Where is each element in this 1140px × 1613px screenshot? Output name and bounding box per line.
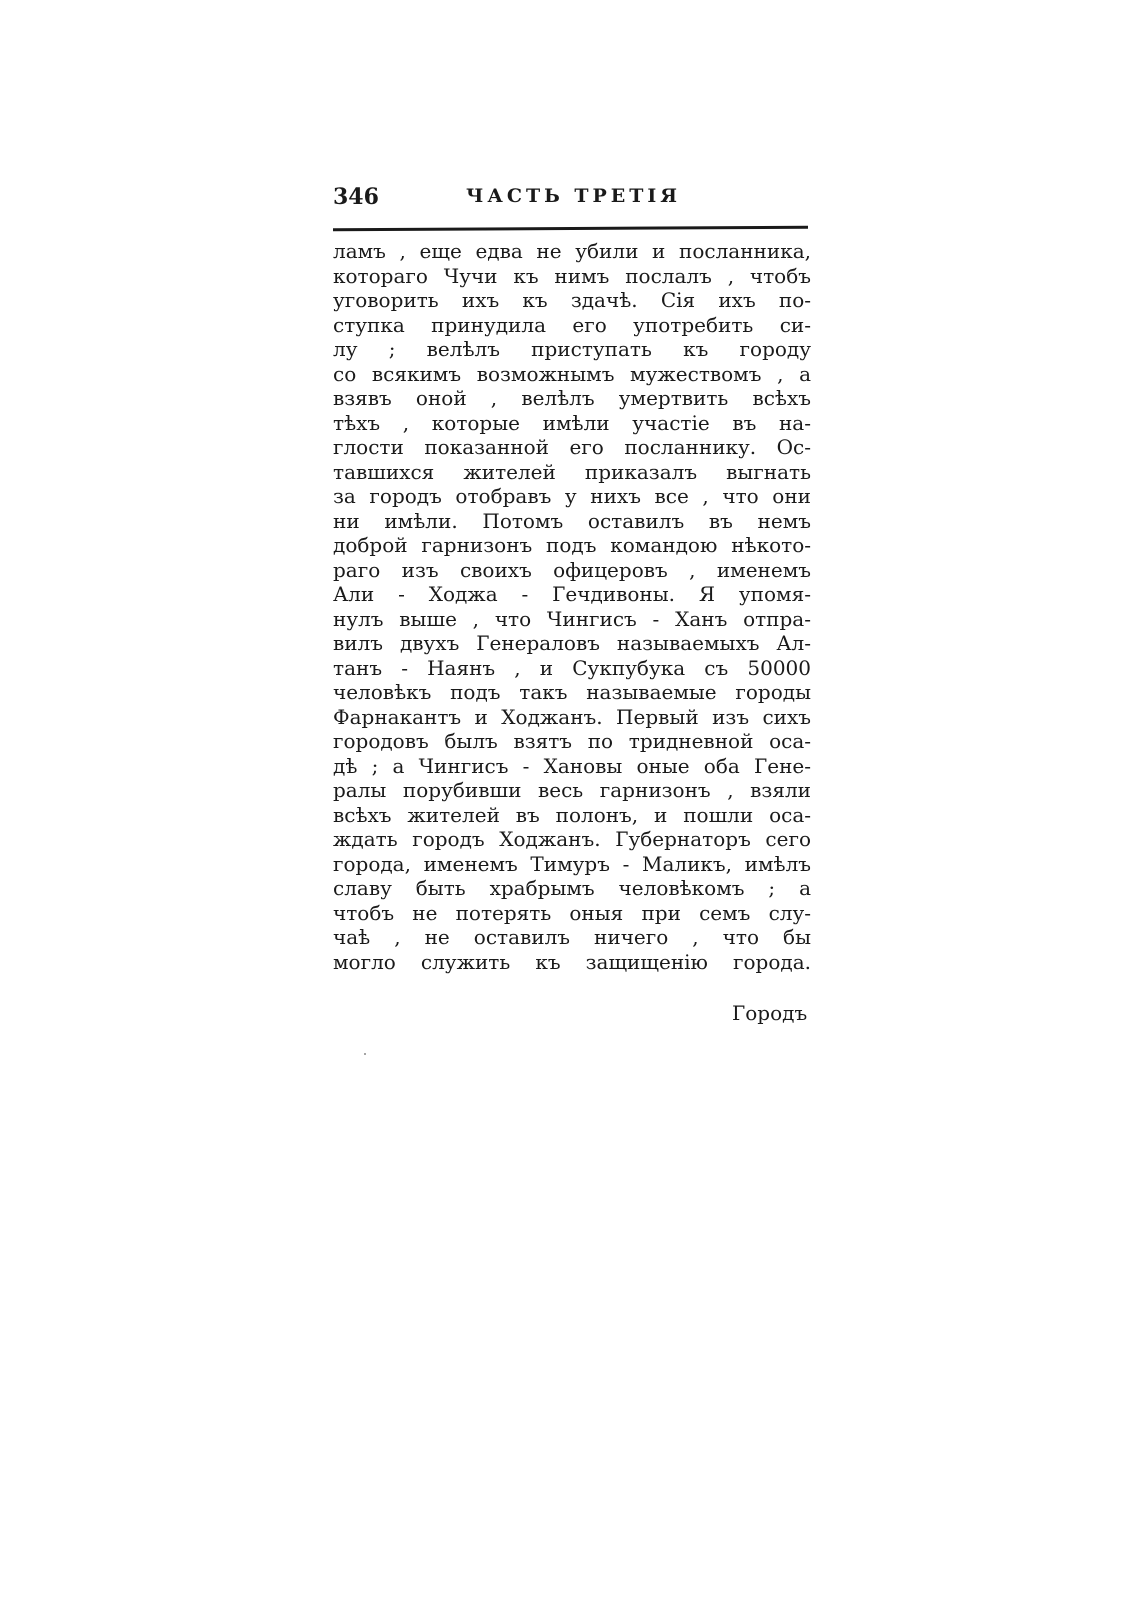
text-line: уговорить ихъ къ здачѣ. Сія ихъ по-	[333, 288, 811, 312]
text-line: могло служить къ защищенію города.	[333, 949, 811, 974]
text-line: глости показанной его посланнику. Ос-	[333, 435, 811, 459]
catchword: Городъ	[732, 1001, 808, 1025]
text-line: славу быть храбрымъ человѣкомъ ; а	[333, 876, 811, 900]
text-line: ждать городъ Ходжанъ. Губернаторъ сего	[333, 827, 811, 851]
text-line: дѣ ; а Чингисъ - Хановы оные оба Гене-	[333, 753, 811, 778]
text-line: ламъ , еще едва не убили и посланника,	[333, 239, 811, 263]
text-line: раго изъ своихъ офицеровъ , именемъ	[333, 557, 811, 582]
text-line: всѣхъ жителей въ полонъ, и пошли оса-	[333, 802, 811, 827]
text-line: тѣхъ , которые имѣли участіе въ на-	[333, 410, 811, 435]
page-header	[333, 184, 808, 214]
text-line: Али - Ходжа - Гечдивоны. Я упомя-	[333, 582, 811, 606]
text-line: Фарнакантъ и Ходжанъ. Первый изъ сихъ	[333, 704, 811, 729]
text-line: тавшихся жителей приказалъ выгнать	[333, 459, 811, 484]
text-line: лу ; велѣлъ приступать къ городу	[333, 337, 811, 361]
text-line: котораго Чучи къ нимъ послалъ , чтобъ	[333, 263, 811, 288]
text-line: чаѣ , не оставилъ ничего , что бы	[333, 925, 811, 949]
text-line: города, именемъ Тимуръ - Маликъ, имѣлъ	[333, 851, 811, 876]
text-line: чтобъ не потерять оныя при семъ слу-	[333, 900, 811, 925]
text-line: вилъ двухъ Генераловъ называемыхъ Ал-	[333, 631, 811, 655]
header-rule	[333, 226, 808, 231]
text-line: ступка принудила его употребить си-	[333, 312, 811, 337]
text-line: ни имѣли. Потомъ оставилъ въ немъ	[333, 508, 811, 533]
page-number: 346	[333, 184, 379, 210]
text-line: взявъ оной , велѣлъ умертвить всѣхъ	[333, 386, 811, 410]
text-line: человѣкъ подъ такъ называемые городы	[333, 680, 811, 704]
text-line: нулъ выше , что Чингисъ - Ханъ отпра-	[333, 606, 811, 631]
text-line: ралы порубивши весь гарнизонъ , взяли	[333, 778, 811, 802]
body-text	[333, 239, 811, 974]
running-head: ЧАСТЬ ТРЕТІЯ	[466, 185, 682, 207]
text-line: со всякимъ возможнымъ мужествомъ , а	[333, 361, 811, 386]
text-line: танъ - Наянъ , и Сукпубука съ 50000	[333, 655, 811, 680]
text-line: городовъ былъ взятъ по тридневной оса-	[333, 729, 811, 753]
print-speck	[364, 1053, 366, 1055]
text-line: за городъ отобравъ у нихъ все , что они	[333, 484, 811, 508]
text-line: доброй гарнизонъ подъ командою нѣкото-	[333, 533, 811, 557]
